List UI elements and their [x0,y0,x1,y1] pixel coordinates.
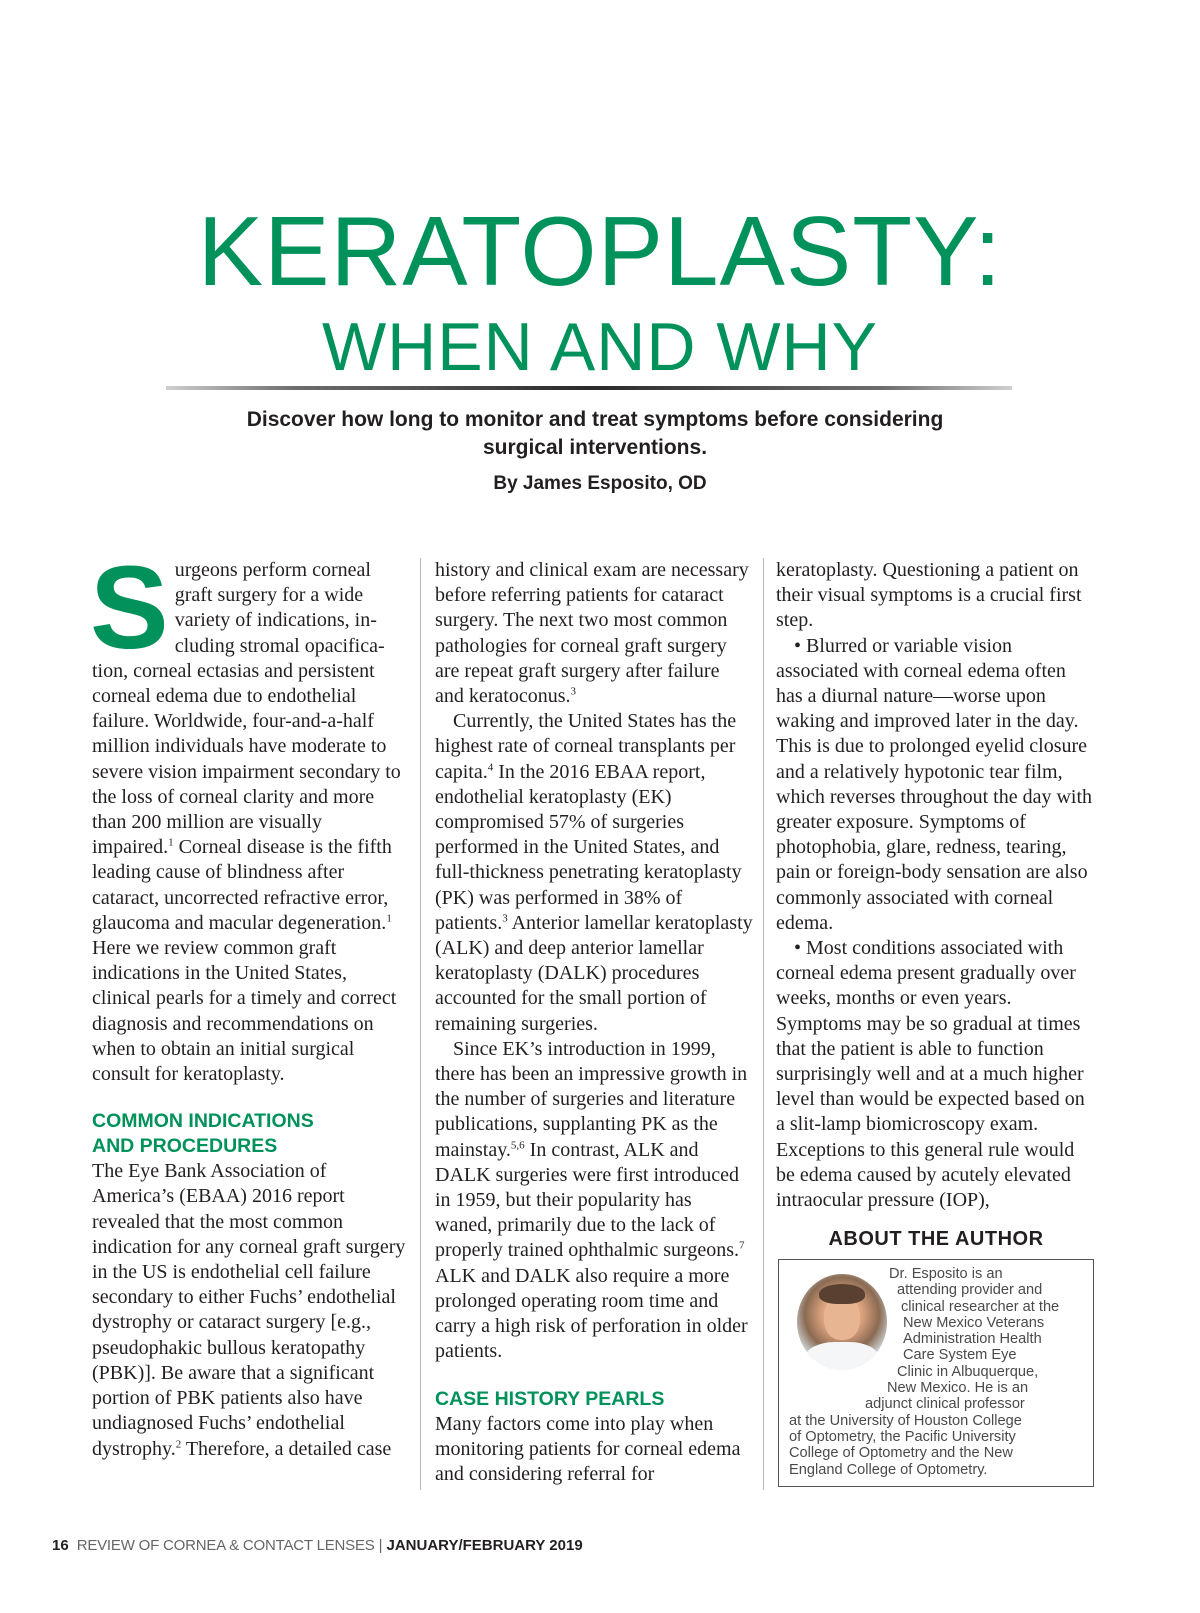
column-divider [763,558,764,1490]
bio-line: College of Optometry and the New [789,1445,1013,1462]
text-run: In the 2016 EBAA report, endothelial keratoplasty (EK) compromised 57% of surgeries performed in the United States, and full-thickness penetrating keratoplasty (PK) was performed in 38% of patients. [435,760,742,934]
intro-line: variety of indications, in- [174,609,377,632]
text-run: Corneal disease is the fifth leading cause of blindness after cataract, uncorrected refractive error, glaucoma and macular degeneration. [92,836,392,934]
footnote-ref: 1 [168,836,174,849]
body-paragraph: keratoplasty. Questioning a patient on their visual symptoms is a crucial first step. [776,559,1082,632]
footnote-ref: 4 [487,760,494,773]
body-paragraph [435,709,753,1037]
bio-line: New Mexico Veterans [903,1314,1045,1331]
text-run: Therefore, a detailed case [181,1437,392,1460]
deck-line-1: Discover how long to monitor and treat symptoms before considering [246,408,944,431]
bullet-paragraph: • Most conditions associated with corneal edema present gradually over weeks, months or even years. Symptoms may be so gradual at times that the patient is able to function surprisingly well and at a much higher level than would be expected based on a slit-lamp biomicroscopy exam. Exceptions to this general rule would be edema caused by acutely elevated intraocular pressure (IOP), [776,937,1085,1212]
bio-line: attending provider and [897,1282,1043,1299]
footnote-ref: 2 [175,1437,182,1450]
bio-line: Dr. Esposito is an [889,1266,1003,1282]
intro-line: graft surgery for a wide [174,584,364,607]
section-heading-common-indications [92,1109,406,1159]
footnote-ref: 7 [739,1239,745,1252]
intro-line: urgeons perform corneal [174,559,371,581]
body-paragraph [435,558,753,709]
body-paragraph [435,1037,753,1365]
text-run: ALK and DALK also require a more prolonged operating room time and carry a high risk of perforation in older patients. [435,1264,748,1363]
drop-cap: S [90,542,169,674]
bio-line: clinical researcher at the [901,1298,1060,1315]
column-1 [90,542,406,1462]
deck-line-2: surgical interventions. [482,436,708,459]
section-heading-case-history: CASE HISTORY PEARLS [435,1387,665,1410]
footnote-ref: 3 [570,685,577,698]
text-run: tion, corneal ectasias and persistent corneal edema due to endothelial failure. Worldwide, four-and-a-half million individuals have moderate to severe vision impairment secondary to the loss of corneal clarity and more than 200 million are visually impaired. [92,659,401,859]
text-run: The Eye Bank Association of America’s (EBAA) 2016 report revealed that the most common indication for any corneal graft surgery in the US is endothelial cell failure secondary to either Fuchs’ endothelial dystrophy or cataract surgery [e.g., pseudophakic bullous keratopathy (PBK)]. Be aware that a significant portion of PBK patients also have undiagnosed Fuchs’ endothelial dystrophy. [92,1160,406,1460]
author-bio [789,1266,1085,1478]
issue-date: JANUARY/FEBRUARY 2019 [386,1537,583,1554]
article-title: KERATOPLASTY: [197,196,1003,306]
text-run: Currently, the United States has the highest rate of corneal transplants per capita. [435,710,737,783]
bio-line: New Mexico. He is an [887,1380,1029,1397]
bio-line: Clinic in Albuquerque, [897,1363,1039,1380]
page-number: 16 [52,1537,69,1554]
footnote-ref: 1 [386,912,392,925]
footnote-ref: 3 [502,912,508,925]
text-run: In contrast, ALK and DALK surgeries were first introduced in 1959, but their popularity has waned, primarily due to the lack of properly trained ophthalmic surgeons. [435,1138,740,1262]
bio-line: Care System Eye [903,1347,1017,1364]
publication-name: REVIEW OF CORNEA & CONTACT LENSES [76,1537,375,1554]
text-run: Since EK’s introduction in 1999, there has been an impressive growth in the number of surgeries and literature publications, supplanting PK as the mainstay. [435,1037,748,1161]
bio-line: Administration Health [903,1331,1042,1348]
bullet-paragraph: • Blurred or variable vision associated with corneal edema often has a diurnal nature—worse upon waking and improved later in the day. This is due to prolonged eyelid closure and a relatively hypotonic tear film, which reverses throughout the day with greater exposure. Symptoms of photophobia, glare, redness, tearing, pain or foreign-body sensation are also commonly associated with corneal edema. [776,634,1093,934]
body-paragraph: Many factors come into play when monitoring patients for corneal edema and considering referral for [435,1412,741,1485]
heading-line: COMMON INDICATIONS [92,1110,314,1133]
about-author-box [778,1259,1094,1487]
intro-paragraph [90,542,406,1087]
footer-separator: | [378,1537,383,1554]
title-divider [166,386,1012,390]
article-deck [180,406,1010,462]
column-2 [435,558,753,1487]
intro-line: cluding stromal opacifica- [174,634,385,657]
bio-line: at the University of Houston College [789,1412,1022,1429]
column-divider [420,558,421,1490]
about-author-heading: ABOUT THE AUTHOR [828,1228,1044,1250]
text-run: history and clinical exam are necessary before referring patients for cataract surgery. The next two most common pathologies for corneal graft surgery are repeat graft surgery after failure and keratoconus. [435,559,749,708]
text-run: Here we review common graft indications in the United States, clinical pearls for a timely and correct diagnosis and recommendations on when to obtain an initial surgical consult for keratoplasty. [92,937,397,1086]
article-subtitle: WHEN AND WHY [322,309,878,385]
bio-line: England College of Optometry. [789,1461,988,1478]
bio-line: adjunct clinical professor [865,1396,1025,1413]
bio-line: of Optometry, the Pacific University [789,1428,1016,1445]
body-paragraph [92,1159,406,1461]
page-footer [52,1537,583,1554]
footnote-ref: 5,6 [510,1139,525,1152]
text-run: Anterior lamellar keratoplasty (ALK) and deep anterior lamellar keratoplasty (DALK) procedures accounted for the small portion of remaining surgeries. [435,911,753,1035]
column-3 [776,558,1094,1213]
heading-line: AND PROCEDURES [92,1135,278,1158]
byline: By James Esposito, OD [493,473,707,494]
